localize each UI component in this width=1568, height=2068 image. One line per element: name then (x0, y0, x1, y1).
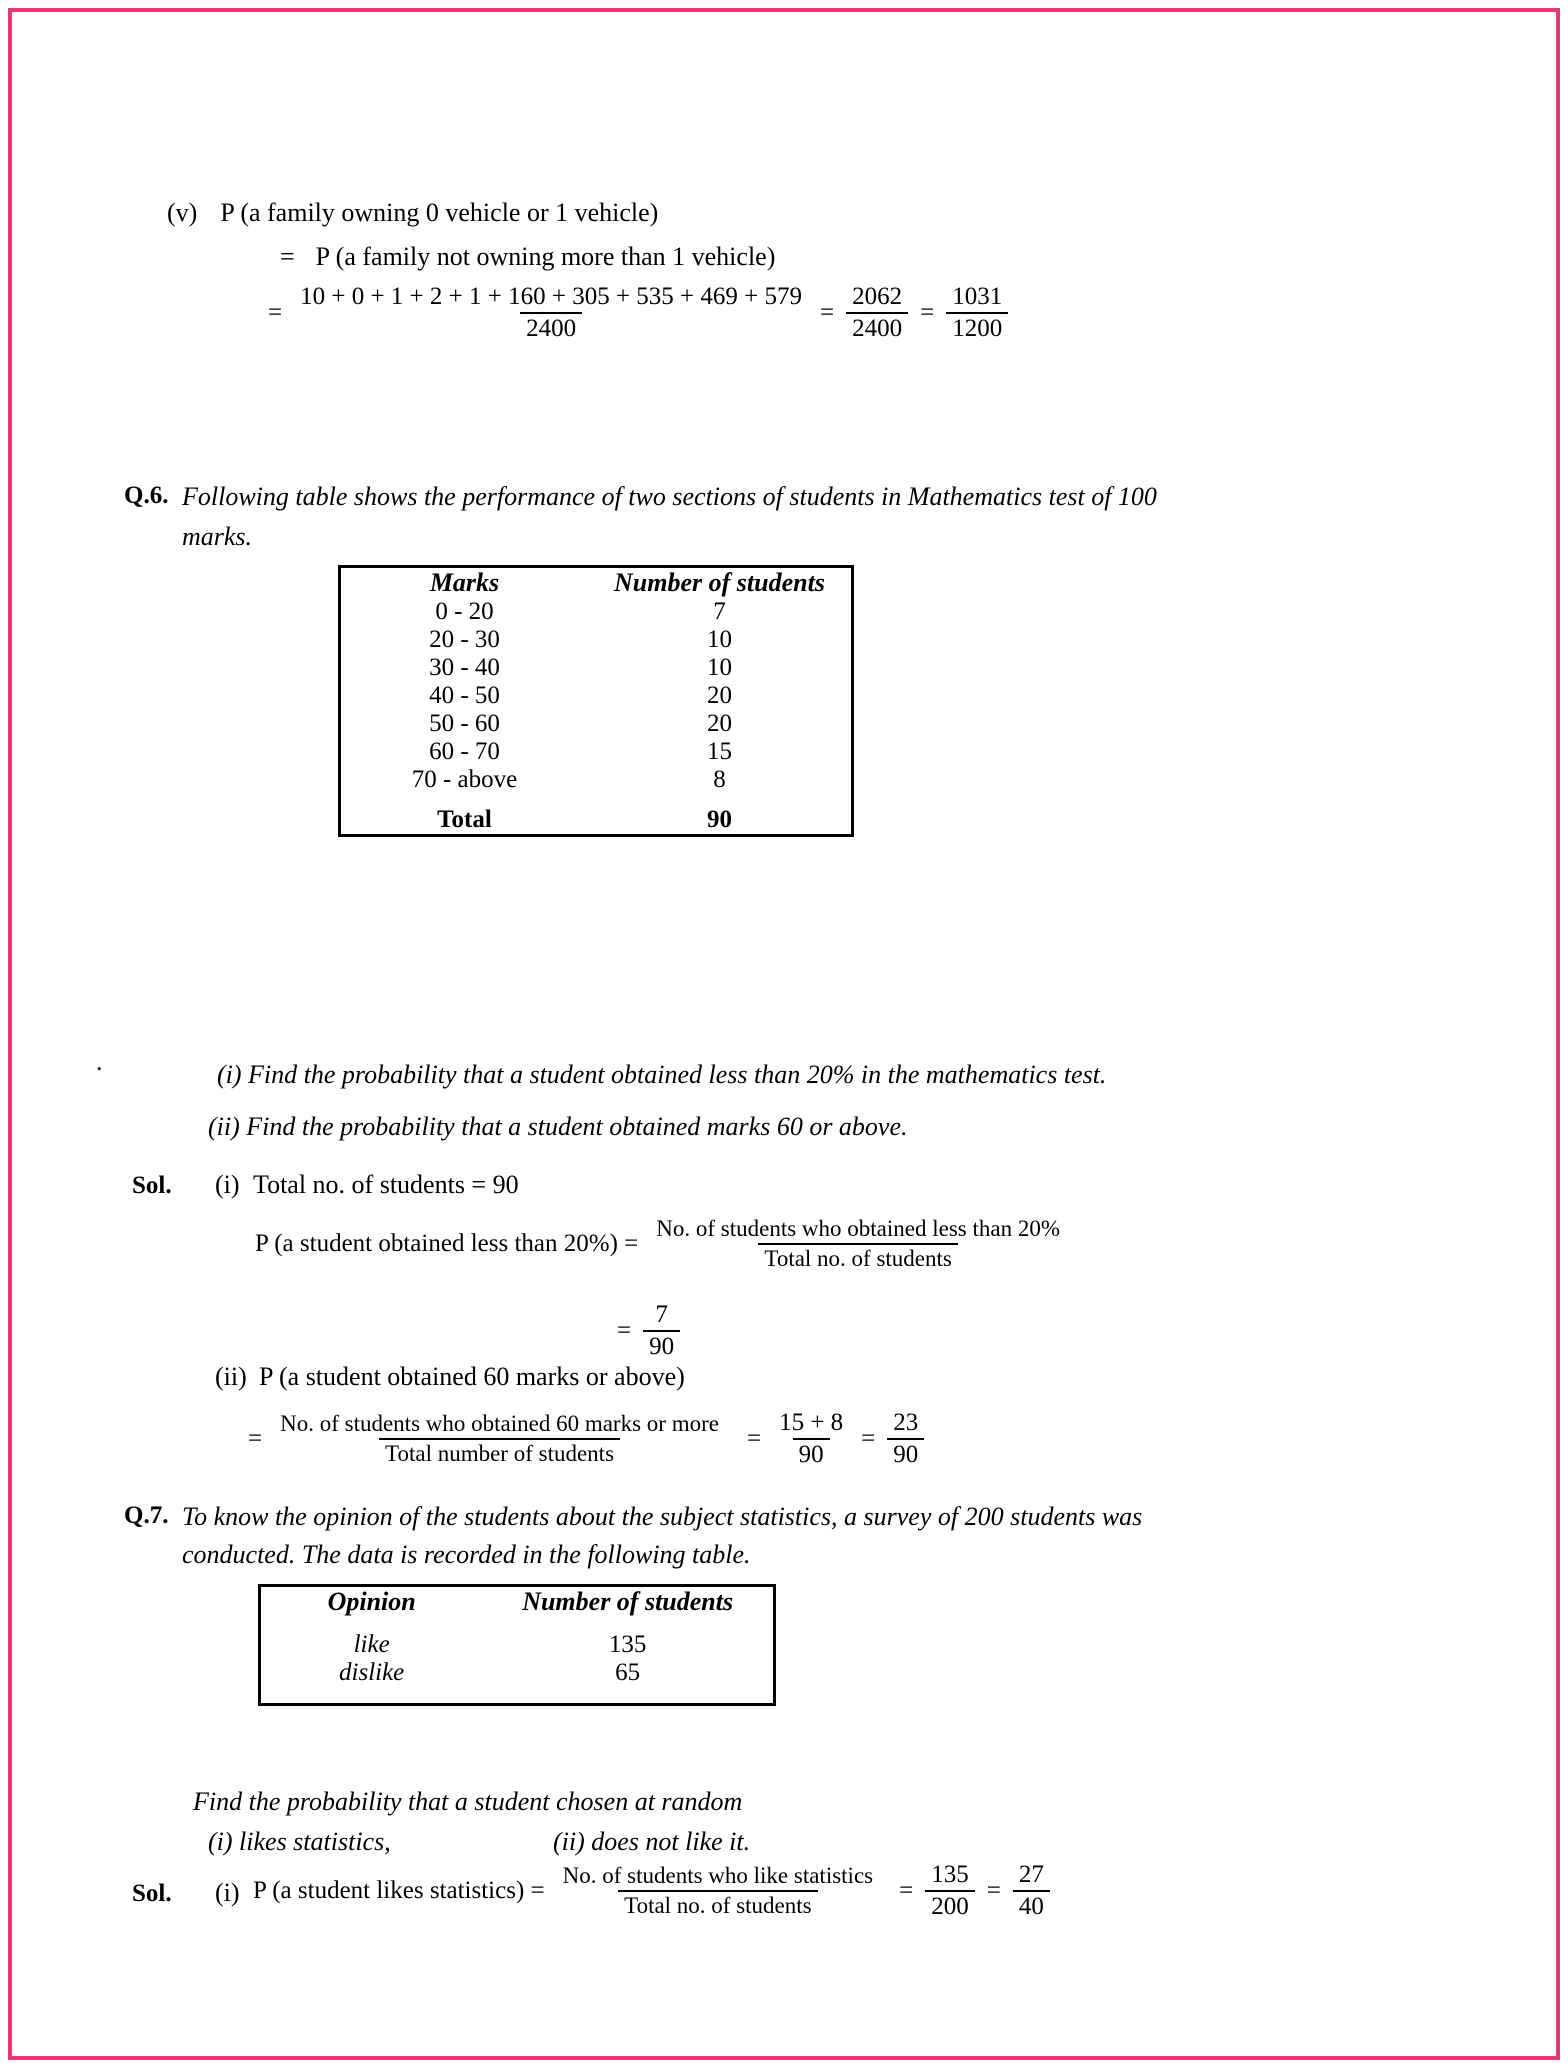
q7-row-0-opinion: like (353, 1631, 390, 1658)
q7-sol-i-result-numerator: 27 (1018, 1861, 1044, 1888)
table-row (260, 1617, 775, 1659)
q7-row-1-students: 65 (615, 1659, 641, 1686)
q7-sol-i-prob-text: P (a student likes statistics) = (253, 1877, 545, 1905)
q5-fraction-3-numerator: 1031 (952, 283, 1003, 310)
q7-table-header-students: Number of students (522, 1587, 734, 1616)
q5-eq-sign-3: = (920, 299, 935, 327)
q6-table-header-row (340, 567, 853, 599)
q6-sol-ii-label: (ii) (215, 1362, 247, 1391)
q7-sol-i-result-denominator: 40 (1013, 1890, 1050, 1920)
q7-sol-label: Sol. (132, 1880, 172, 1907)
q6-sol-label: Sol. (132, 1172, 172, 1199)
q5-fraction-2-numerator: 2062 (852, 283, 903, 310)
q6-row-2-marks: 30 - 40 (429, 654, 500, 681)
q7-text-line2: conducted. The data is recorded in the following table. (182, 1540, 751, 1569)
q6-sol-i-line1: Total no. of students = 90 (253, 1170, 519, 1199)
q5-part-v-label: (v) (167, 198, 198, 227)
q7-sol-i-eq-sign-2: = (899, 1877, 914, 1905)
q7-table-header-opinion: Opinion (327, 1587, 416, 1616)
q5-part-v-line (167, 198, 658, 228)
q6-total-label: Total (437, 806, 492, 833)
q7-text-line1: To know the opinion of the students about the subject statistics, a survey of 200 students was (182, 1502, 1143, 1531)
q6-sol-ii-eq-sign-1: = (248, 1425, 263, 1453)
q6-sol-ii-mid-denominator: 90 (793, 1438, 830, 1468)
q6-row-6-marks: 70 - above (411, 766, 518, 793)
q5-fraction-2 (846, 284, 908, 343)
table-row (340, 766, 853, 806)
q7-find-line: Find the probability that a student chosen at random (193, 1787, 743, 1816)
q6-row-0-marks: 0 - 20 (435, 598, 494, 625)
q5-fraction-1-denominator: 2400 (520, 312, 582, 342)
q6-row-4-marks: 50 - 60 (429, 710, 500, 737)
table-row (340, 598, 853, 626)
q6-sol-i-fraction-numerator: No. of students who obtained less than 20% (656, 1216, 1060, 1241)
q6-sol-i-result-denominator: 90 (643, 1330, 680, 1360)
q7-sol-i-fraction (557, 1864, 879, 1918)
q5-fraction-1 (294, 284, 808, 343)
q5-eq-sign-1: = (268, 299, 283, 327)
q6-row-0-students: 7 (713, 598, 726, 625)
q5-line2-text: P (a family not owning more than 1 vehicle) (315, 242, 776, 271)
q5-line2 (280, 242, 775, 272)
q6-row-1-students: 10 (706, 626, 732, 653)
q5-fraction-3 (946, 284, 1008, 343)
q5-fraction-1-numerator: 10 + 0 + 1 + 2 + 1 + 160 + 305 + 535 + 469 + 579 (300, 283, 803, 310)
q6-sol-ii-mid-numerator: 15 + 8 (779, 1409, 844, 1436)
q7-sol-i-fraction-denominator: Total no. of students (618, 1890, 817, 1918)
q7-sol-i-mid-denominator: 200 (925, 1890, 975, 1920)
q6-row-6-students: 8 (713, 766, 726, 793)
q6-marks-table (338, 565, 854, 837)
q6-sol-ii-equation (240, 1410, 928, 1469)
q7-label: Q.7. (124, 1502, 169, 1529)
table-row (340, 682, 853, 710)
q7-opinion-table (258, 1584, 776, 1706)
q6-sol-i-fraction-denominator: Total no. of students (758, 1243, 957, 1271)
table-row (260, 1659, 775, 1705)
q6-sol-ii-fraction-numerator: No. of students who obtained 60 marks or more (280, 1411, 719, 1437)
q6-sol-ii-result-denominator: 90 (887, 1438, 924, 1468)
q6-sol-i-eq-sign: = (617, 1317, 632, 1345)
q6-text-line1: Following table shows the performance of two sections of students in Mathematics test of 100 (182, 482, 1157, 511)
q7-sol-i-mid-numerator: 135 (931, 1861, 969, 1888)
q5-eq-sign-2: = (820, 299, 835, 327)
q5-final-equation (260, 284, 1012, 343)
q7-sol-i-mid-fraction (925, 1862, 975, 1921)
q6-row-4-students: 20 (706, 710, 732, 737)
q6-sol-i-probability-equation (255, 1217, 1070, 1271)
q6-row-5-students: 15 (706, 738, 732, 765)
q7-row-1-opinion: dislike (339, 1659, 405, 1686)
q7-sol-i-fraction-numerator: No. of students who like statistics (562, 1863, 874, 1889)
q6-sol-ii-line1: P (a student obtained 60 marks or above) (259, 1362, 685, 1391)
page-border (8, 8, 1560, 2060)
q6-sol-i-result-numerator: 7 (655, 1301, 668, 1328)
q6-sol-i-result (609, 1302, 684, 1361)
q6-sol-ii-fraction-denominator: Total number of students (379, 1438, 620, 1466)
q6-text-line2: marks. (182, 522, 253, 551)
q6-row-3-students: 20 (706, 682, 732, 709)
q7-sol-i-label: (i) (215, 1878, 240, 1907)
q7-table-header-row (260, 1586, 775, 1618)
table-row (340, 626, 853, 654)
q6-sol-ii-mid-fraction (773, 1410, 849, 1469)
q5-fraction-2-denominator: 2400 (846, 312, 908, 342)
document-content (12, 12, 1556, 2056)
q6-row-1-marks: 20 - 30 (429, 626, 500, 653)
q6-sol-i-result-fraction (643, 1302, 680, 1361)
q6-label: Q.6. (124, 482, 169, 509)
q6-sol-ii-eq-sign-3: = (861, 1425, 876, 1453)
q6-row-2-students: 10 (706, 654, 732, 681)
table-row (340, 654, 853, 682)
q6-sol-ii-eq-sign-2: = (746, 1425, 762, 1453)
q5-part-v-text: P (a family owning 0 vehicle or 1 vehicle) (220, 198, 659, 227)
q6-table-header-students: Number of students (614, 568, 825, 597)
q6-table-total-row (340, 806, 853, 836)
page-inner (12, 12, 1556, 2056)
q6-sol-ii-fraction (274, 1412, 725, 1466)
table-row (340, 738, 853, 766)
q7-sol-i-result-fraction (1013, 1862, 1050, 1921)
q6-sol-i-prob-text: P (a student obtained less than 20%) = (255, 1230, 639, 1258)
q6-row-5-marks: 60 - 70 (429, 738, 500, 765)
q6-part-ii: (ii) Find the probability that a student obtained marks 60 or above. (208, 1112, 908, 1141)
q7-sol-i-equation (253, 1862, 1054, 1921)
q7-row-0-students: 135 (608, 1631, 647, 1658)
q7-part-i: (i) likes statistics, (208, 1827, 391, 1856)
q6-sol-ii-result-fraction (887, 1410, 924, 1469)
stray-dot-mark: . (96, 1047, 103, 1076)
q6-part-i: (i) Find the probability that a student obtained less than 20% in the mathematics test. (217, 1060, 1107, 1089)
q6-table-header-marks: Marks (429, 568, 500, 597)
q6-row-3-marks: 40 - 50 (429, 682, 500, 709)
q6-sol-i-label: (i) (215, 1170, 240, 1199)
table-row (340, 710, 853, 738)
q5-fraction-3-denominator: 1200 (946, 312, 1008, 342)
q7-part-ii: (ii) does not like it. (553, 1827, 751, 1856)
q6-sol-i-fraction (650, 1217, 1066, 1271)
q6-sol-ii-result-numerator: 23 (893, 1409, 919, 1436)
q6-total-value: 90 (706, 806, 732, 833)
q7-sol-i-eq-sign-3: = (986, 1877, 1001, 1905)
q5-line2-equals: = (280, 242, 295, 271)
